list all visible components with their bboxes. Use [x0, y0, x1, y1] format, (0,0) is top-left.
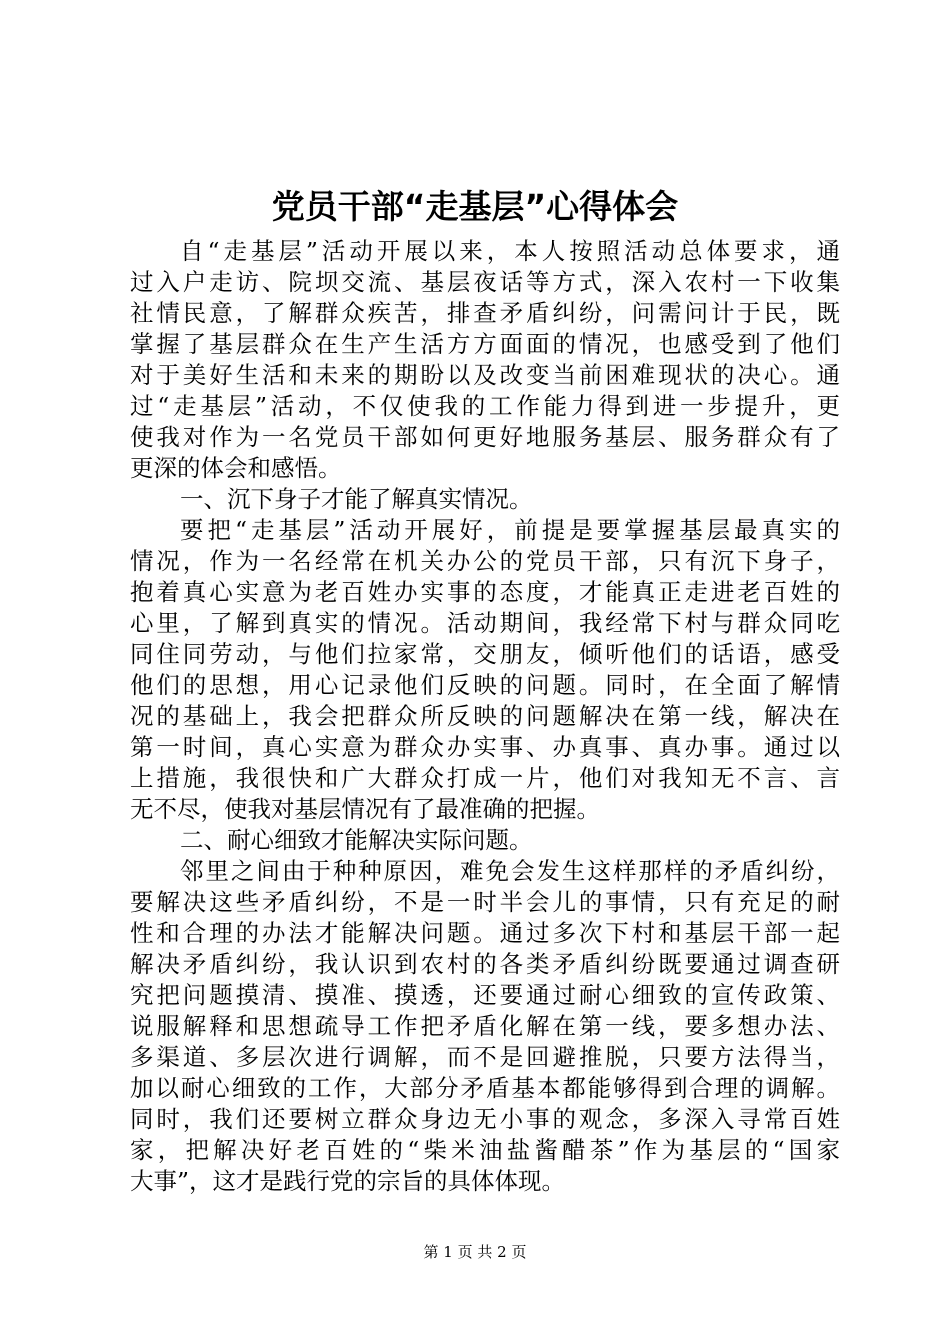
- body-line: 大事”，这才是践行党的宗旨的具体体现。: [130, 1167, 566, 1195]
- section-heading: 一、沉下身子才能了解真实情况。: [180, 485, 533, 513]
- body-line: 解决矛盾纠纷，我认识到农村的各类矛盾纠纷既要通过调查研: [130, 950, 840, 978]
- page-footer: 第 1 页 共 2 页: [423, 1243, 527, 1261]
- section-heading: 二、耐心细致才能解决实际问题。: [180, 826, 533, 854]
- body-line: 性和合理的办法才能解决问题。通过多次下村和基层干部一起: [130, 919, 840, 947]
- document-body: [130, 236, 840, 1197]
- body-line: 上措施，我很快和广大群众打成一片，他们对我知无不言、言: [130, 764, 840, 792]
- body-line: 多渠道、多层次进行调解，而不是回避推脱，只要方法得当，: [130, 1043, 840, 1071]
- body-line: 社情民意，了解群众疾苦，排查矛盾纠纷，问需问计于民，既: [130, 299, 840, 327]
- body-line: 掌握了基层群众在生产生活方方面面的情况，也感受到了他们: [130, 330, 840, 358]
- document-title: 党员干部“走基层”心得体会: [271, 187, 679, 226]
- body-line: 邻里之间由于种种原因，难免会发生这样那样的矛盾纠纷，: [180, 857, 840, 885]
- body-line: 究把问题摸清、摸准、摸透，还要通过耐心细致的宣传政策、: [130, 981, 840, 1009]
- body-line: 对于美好生活和未来的期盼以及改变当前困难现状的决心。通: [130, 361, 840, 389]
- body-line: 自“走基层”活动开展以来，本人按照活动总体要求，通: [180, 237, 840, 265]
- body-line: 情况，作为一名经常在机关办公的党员干部，只有沉下身子，: [130, 547, 840, 575]
- body-line: 无不尽，使我对基层情况有了最准确的把握。: [130, 795, 600, 823]
- body-line: 要解决这些矛盾纠纷，不是一时半会儿的事情，只有充足的耐: [130, 888, 840, 916]
- body-line: 过入户走访、院坝交流、基层夜话等方式，深入农村一下收集: [130, 268, 840, 296]
- body-line: 他们的思想，用心记录他们反映的问题。同时，在全面了解情: [130, 671, 840, 699]
- body-line: 说服解释和思想疏导工作把矛盾化解在第一线，要多想办法、: [130, 1012, 840, 1040]
- body-line: 过“走基层”活动，不仅使我的工作能力得到进一步提升，更: [130, 392, 840, 420]
- body-line: 抱着真心实意为老百姓办实事的态度，才能真正走进老百姓的: [130, 578, 840, 606]
- body-line: 更深的体会和感悟。: [130, 454, 342, 482]
- body-line: 况的基础上，我会把群众所反映的问题解决在第一线，解决在: [130, 702, 840, 730]
- body-line: 同住同劳动，与他们拉家常，交朋友，倾听他们的话语，感受: [130, 640, 840, 668]
- body-line: 使我对作为一名党员干部如何更好地服务基层、服务群众有了: [130, 423, 840, 451]
- body-line: 加以耐心细致的工作，大部分矛盾基本都能够得到合理的调解。: [130, 1074, 840, 1102]
- body-line: 同时，我们还要树立群众身边无小事的观念，多深入寻常百姓: [130, 1105, 840, 1133]
- body-line: 家，把解决好老百姓的“柴米油盐酱醋茶”作为基层的“国家: [130, 1136, 840, 1164]
- body-line: 第一时间，真心实意为群众办实事、办真事、真办事。通过以: [130, 733, 840, 761]
- body-line: 要把“走基层”活动开展好，前提是要掌握基层最真实的: [180, 516, 840, 544]
- body-line: 心里，了解到真实的情况。活动期间，我经常下村与群众同吃: [130, 609, 840, 637]
